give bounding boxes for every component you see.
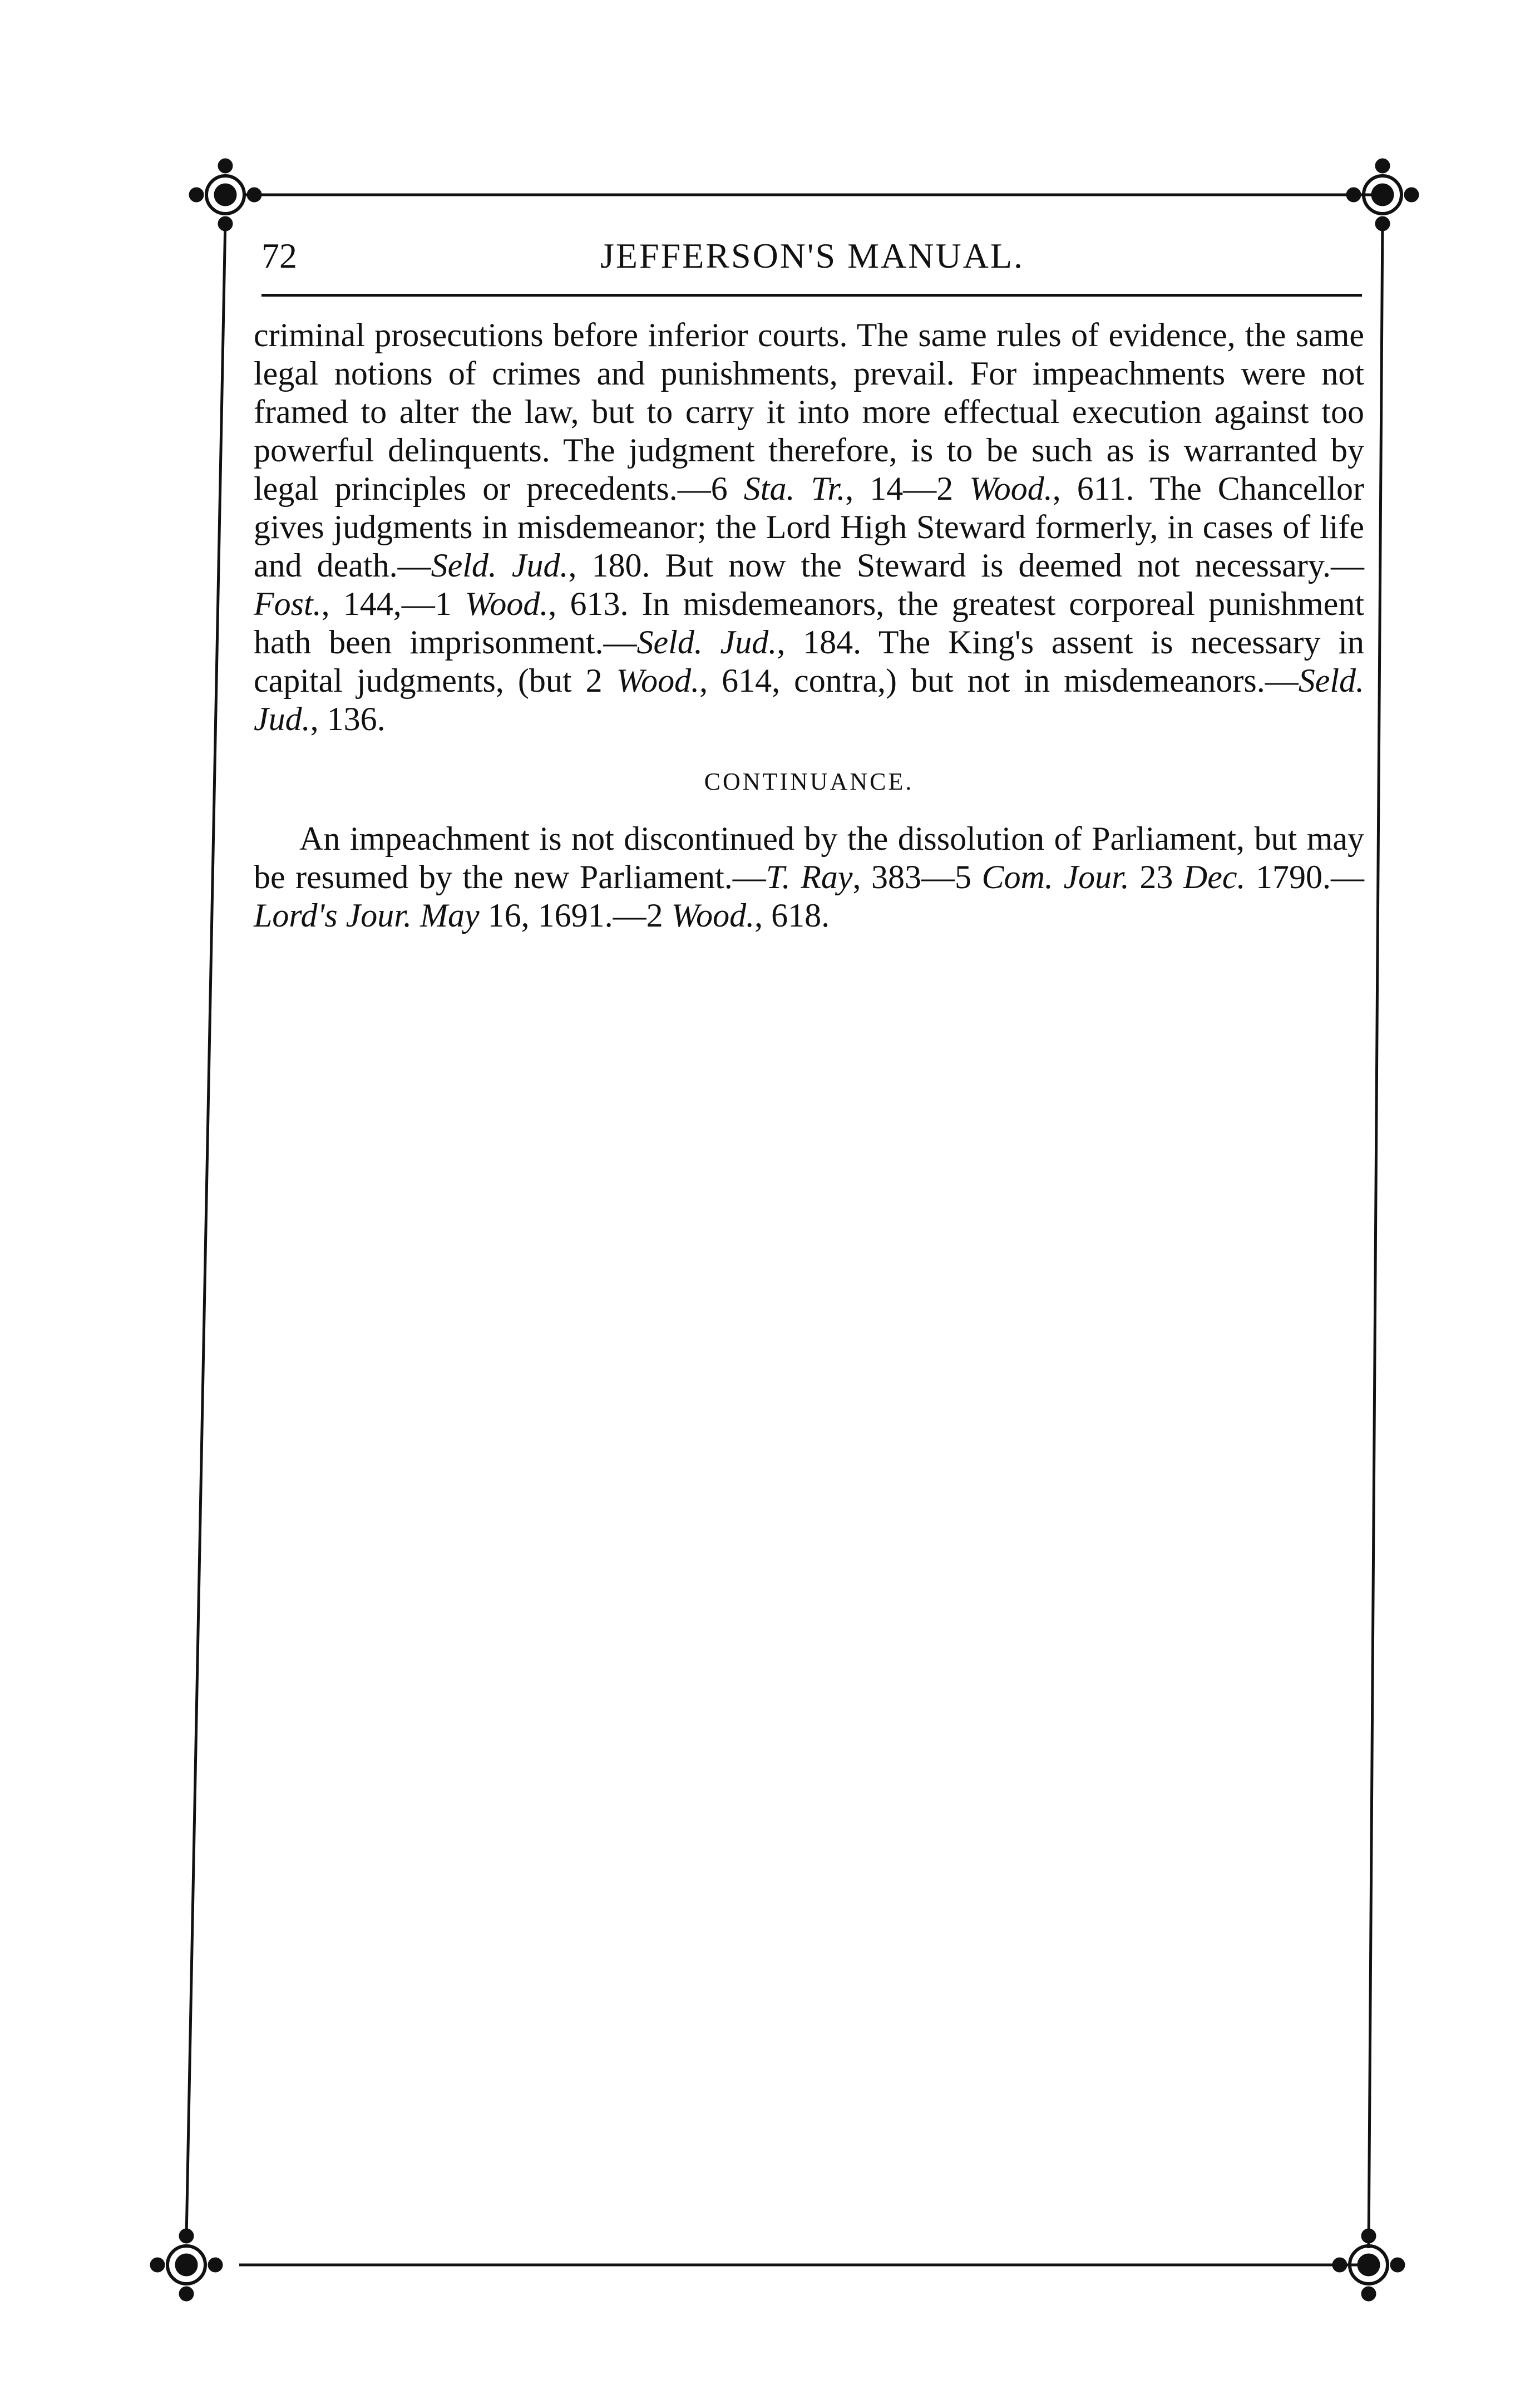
citation: Seld. Jud. [431, 547, 569, 584]
text-run: , 136. [310, 701, 386, 737]
citation: Fost. [254, 585, 322, 622]
page-number: 72 [261, 236, 297, 275]
citation: Lord's Jour. May [254, 897, 480, 934]
citation: Wood. [969, 470, 1053, 507]
text-run: criminal prosecutions before inferior courts. The same rules of evidence, the same legal notions of crimes and punishments, prevail. For impeachments were not framed to alter the law, but to carry it into more effectual execution against too powerful delinquents. The judgment therefore, is to be such as is warranted by legal principles or precedents.—6 [254, 317, 1364, 507]
paragraph-continuance [254, 820, 1364, 935]
citation: Sta. Tr. [743, 470, 846, 507]
text-run: 23 [1129, 859, 1183, 895]
corner-ornament-bottom-right [1332, 2229, 1405, 2301]
text-run: , 180. But now the Steward is deemed not necessary.— [568, 547, 1364, 584]
text-run: 1790.— [1245, 859, 1365, 895]
running-title: JEFFERSON'S MANUAL. [600, 236, 1024, 275]
text-run: An impeachment is not discontinued by the dissolution of Parliament, but may be resumed by the new Parliament.— [254, 820, 1364, 895]
corner-ornament-top-left [189, 159, 261, 231]
citation: Dec. [1183, 859, 1246, 895]
citation: Com. Jour. [981, 859, 1129, 895]
header-rule [261, 294, 1362, 297]
citation: T. Ray [766, 859, 853, 895]
citation: Wood. [465, 585, 549, 622]
text-run: , 14—2 [845, 470, 970, 507]
section-heading: CONTINUANCE. [704, 768, 914, 795]
citation: Wood. [616, 662, 700, 699]
text-run: , 618. [754, 897, 830, 934]
page-body [254, 316, 1364, 935]
text-run: , 184. The King's assent is necessary in capital judgments, (but 2 [254, 624, 1365, 699]
text-run: , 613. In misdemeanors, the greatest corporeal punishment hath been imprisonment.— [254, 585, 1364, 661]
text-run: , 614, contra,) but not in misdemeanors.— [699, 662, 1299, 699]
corner-ornament-bottom-left [150, 2229, 223, 2301]
page-header [261, 225, 1363, 287]
paragraph-judgment [254, 316, 1364, 738]
corner-ornament-top-right [1346, 159, 1419, 231]
text-run: , 383—5 [852, 859, 982, 895]
text-run: , 144,—1 [321, 585, 465, 622]
citation: Wood. [671, 897, 755, 934]
citation: Seld. Jud. [254, 662, 1365, 737]
text-run: 16, 1691.—2 [479, 897, 672, 934]
text-run: , 611. The Chancellor gives judgments in misdemeanor; the Lord High Steward formerly, in cases of life and death.— [254, 470, 1364, 584]
citation: Seld. Jud. [636, 624, 777, 661]
